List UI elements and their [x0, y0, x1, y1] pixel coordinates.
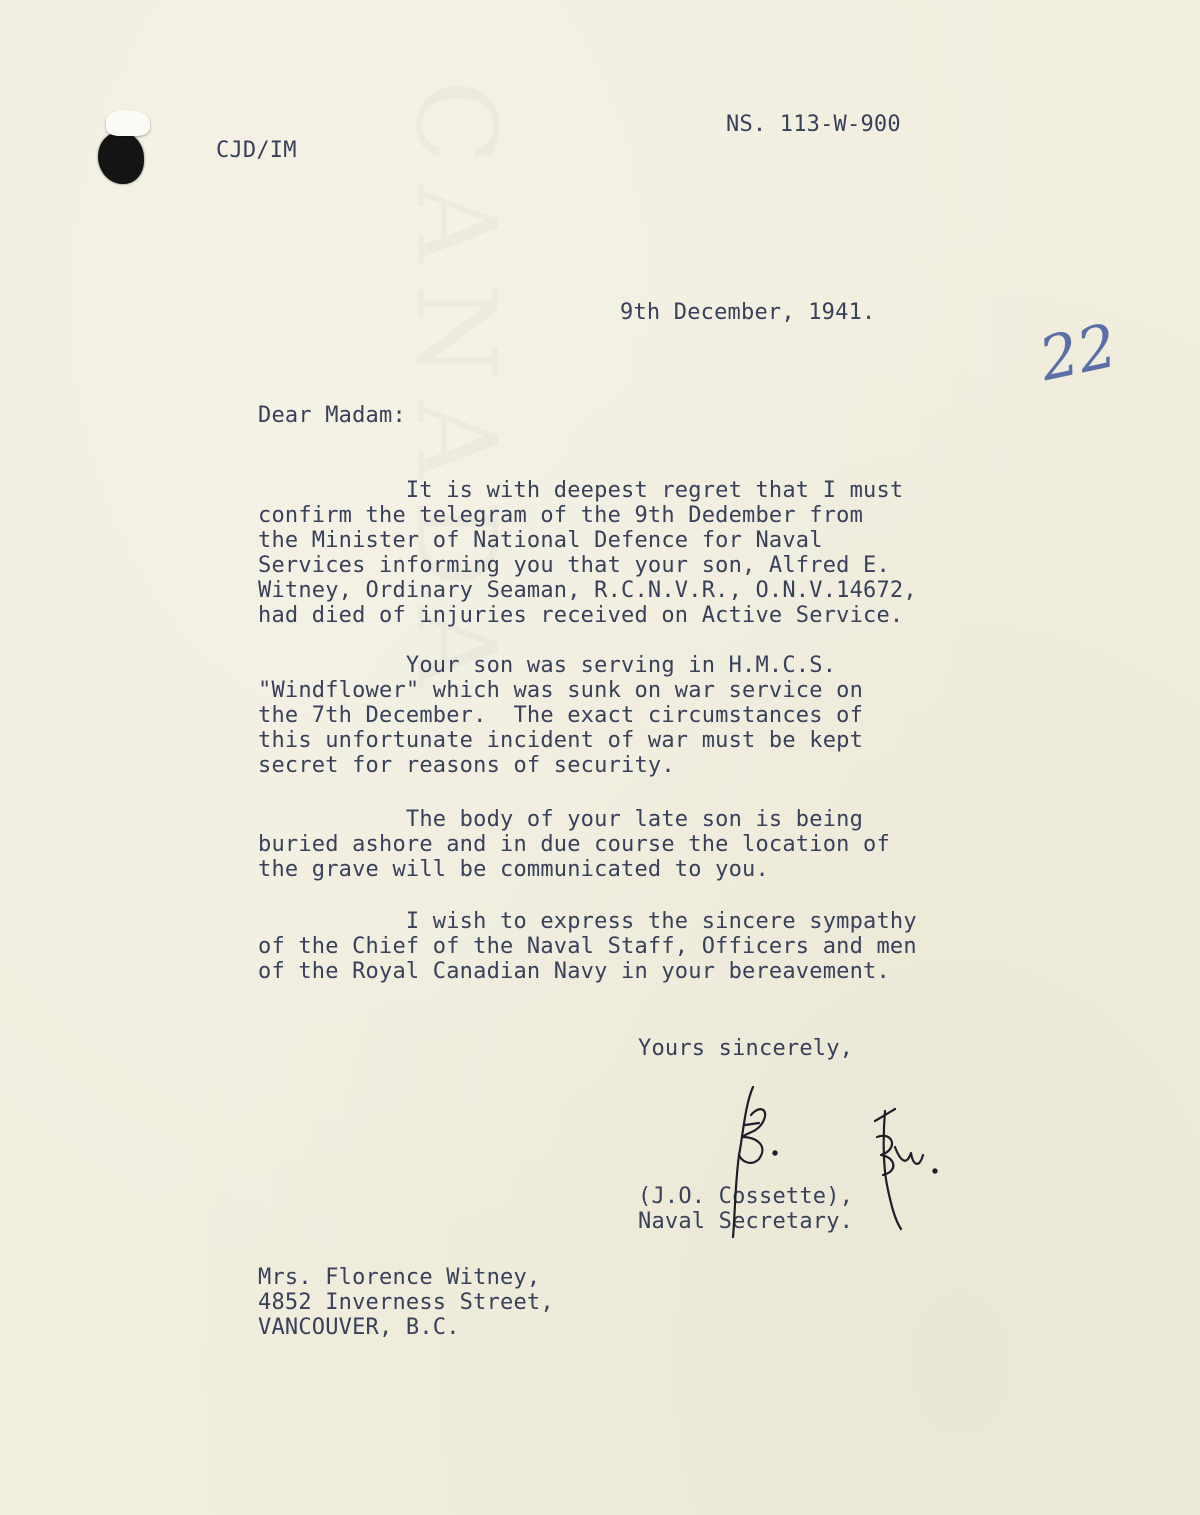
recipient-street: 4852 Inverness Street,: [258, 1290, 554, 1315]
paragraph-1: It is with deepest regret that I must confirm the telegram of the 9th Dedember from the Minister of National Defence for Naval Services informing you that your son, Alfred E. Witney, Ordinary Seaman, R.C.N.V.R., O.N.V.14672, had died of injuries received on Active Service.: [258, 478, 917, 628]
watermark: CANADA: [392, 80, 520, 707]
closing: Yours sincerely,: [638, 1036, 854, 1061]
paragraph-4: I wish to express the sincere sympathy of the Chief of the Naval Staff, Officers and men of the Royal Canadian Navy in your bereavement.: [258, 909, 917, 984]
handwritten-page-number: 22: [1033, 310, 1123, 396]
punch-hole: [98, 132, 144, 184]
signatory-title: Naval Secretary.: [638, 1209, 854, 1234]
file-number: NS. 113-W-900: [726, 112, 901, 137]
punch-flap: [106, 110, 150, 136]
signatory-name: (J.O. Cossette),: [638, 1184, 854, 1209]
letter-date: 9th December, 1941.: [620, 300, 876, 325]
recipient-address: [258, 1265, 554, 1340]
salutation: Dear Madam:: [258, 403, 406, 428]
recipient-city: VANCOUVER, B.C.: [258, 1315, 460, 1340]
recipient-name: Mrs. Florence Witney,: [258, 1265, 541, 1290]
paragraph-2: Your son was serving in H.M.C.S. "Windflower" which was sunk on war service on the 7th December. The exact circumstances of this unfortunate incident of war must be kept secret for reasons of security.: [258, 653, 864, 778]
reference-initials: CJD/IM: [216, 138, 297, 163]
paragraph-3: The body of your late son is being buried ashore and in due course the location of the grave will be communicated to you.: [258, 807, 890, 882]
handwritten-signature: [715, 1075, 965, 1245]
